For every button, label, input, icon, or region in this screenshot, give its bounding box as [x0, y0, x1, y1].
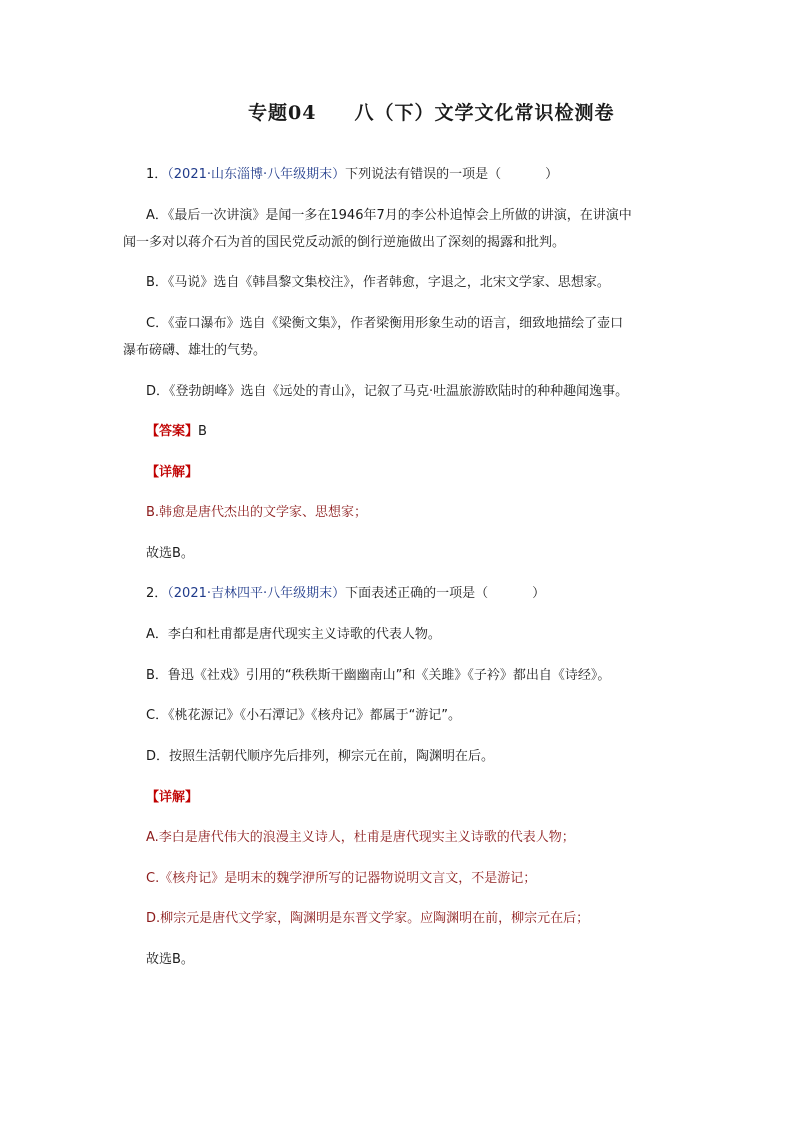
question-1-source: （2021·山东淄博·八年级期末） [167, 167, 346, 182]
question-1-option-a-line-1: A．《最后一次讲演》是闻一多在1946年7月的李公朴追悼会上所做的讲演，在讲演中 [146, 208, 632, 223]
title-main: 八（下）文学文化常识检测卷 [354, 102, 615, 124]
question-2-option-a: A．李白和杜甫都是唐代现实主义诗歌的代表人物。 [146, 627, 441, 642]
question-1-stem [146, 166, 558, 184]
question-2-detail-tag: 【详解】 [146, 790, 199, 805]
question-1-option-a-line-2: 闻一多对以蒋介石为首的国民党反动派的倒行逆施做出了深刻的揭露和批判。 [123, 235, 566, 250]
question-2-option-d: D．按照生活朝代顺序先后排列，柳宗元在前，陶渊明在后。 [146, 749, 495, 764]
question-2-number: 2． [146, 586, 168, 601]
page-title [248, 98, 614, 125]
answer-value: B [198, 424, 207, 439]
question-2-detail-d: D.柳宗元是唐代文学家，陶渊明是东晋文学家。应陶渊明在前，柳宗元在后； [146, 911, 590, 926]
question-1-conclusion: 故选B。 [146, 546, 194, 561]
question-1-option-c-line-2: 瀑布磅礴、雄壮的气势。 [123, 343, 267, 358]
question-2-option-c: C．《桃花源记》《小石潭记》《核舟记》都属于“游记”。 [146, 708, 462, 723]
question-1-number: 1． [146, 167, 168, 182]
question-2-detail-c: C.《核舟记》是明末的魏学洢所写的记器物说明文言文，不是游记； [146, 871, 537, 886]
question-2-source: （2021·吉林四平·八年级期末） [167, 586, 346, 601]
title-prefix: 专题04 [248, 102, 317, 124]
question-1-detail-line: B.韩愈是唐代杰出的文学家、思想家； [146, 505, 368, 520]
question-1-option-b: B．《马说》选自《韩昌黎文集校注》，作者韩愈，字退之，北宋文学家、思想家。 [146, 275, 610, 290]
answer-tag: 【答案】 [146, 424, 199, 439]
question-2-option-b: B．鲁迅《社戏》引用的“秩秩斯干幽幽南山”和《关雎》《子衿》都出自《诗经》。 [146, 668, 611, 683]
question-2-detail-a: A.李白是唐代伟大的浪漫主义诗人，杜甫是唐代现实主义诗歌的代表人物； [146, 830, 575, 845]
question-2-paren-close: ） [532, 586, 546, 601]
question-1-option-d: D．《登勃朗峰》选自《远处的青山》，记叙了马克·吐温旅游欧陆时的种种趣闻逸事。 [146, 384, 629, 399]
question-1-text: 下列说法有错误的一项是（ [345, 167, 502, 182]
question-1-paren-close: ） [545, 167, 559, 182]
question-1-detail-tag: 【详解】 [146, 465, 199, 480]
question-2-stem [146, 585, 545, 603]
question-1-answer [146, 423, 207, 441]
question-2-text: 下面表述正确的一项是（ [345, 586, 489, 601]
question-1-option-c-line-1: C．《壶口瀑布》选自《梁衡文集》，作者梁衡用形象生动的语言，细致地描绘了壶口 [146, 316, 624, 331]
question-2-conclusion: 故选B。 [146, 952, 194, 967]
